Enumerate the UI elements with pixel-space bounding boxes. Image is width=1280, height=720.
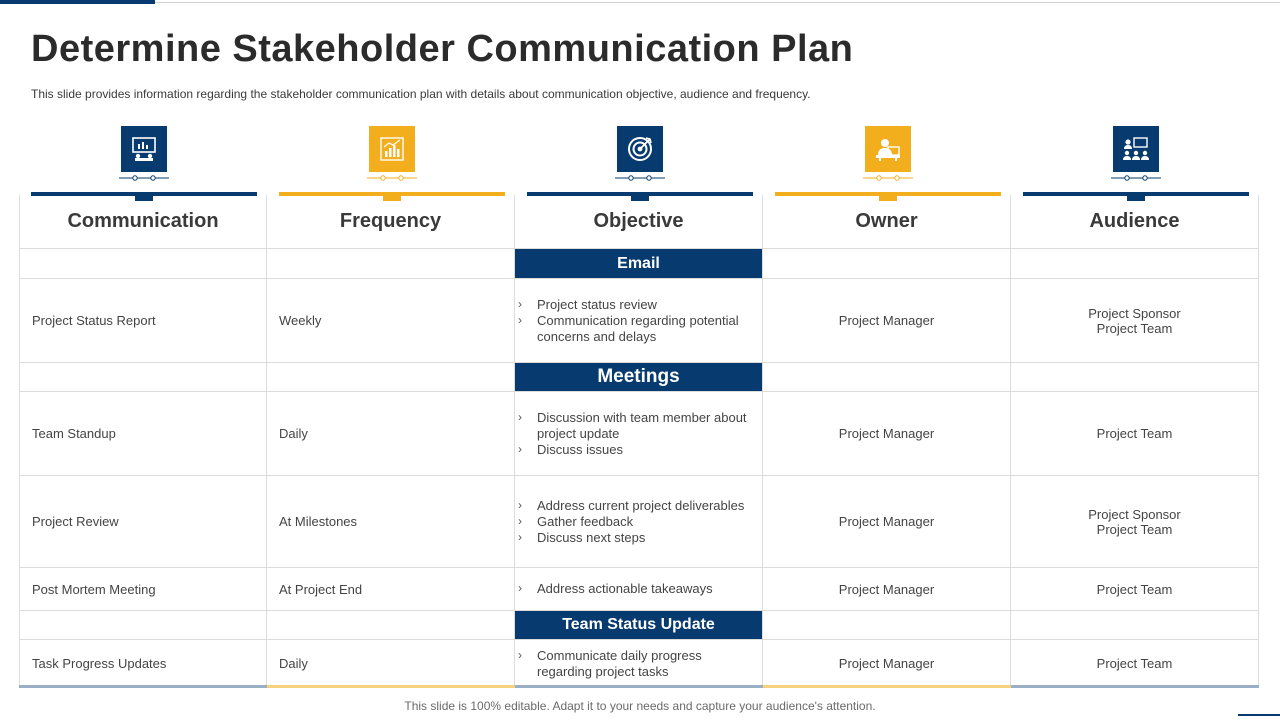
communication-cell: Project Review: [19, 476, 267, 568]
bottom-accent-bar: [1011, 685, 1259, 688]
connector-icon: [119, 173, 169, 183]
audience-cell: [1011, 279, 1259, 363]
objective-item: › Discuss issues: [537, 442, 623, 458]
empty-cell: [19, 611, 267, 640]
section-label-team-status: Team Status Update: [515, 611, 763, 640]
objective-item-continuation: concerns and delays: [537, 328, 657, 344]
objective-item: › Discuss next steps: [537, 530, 744, 546]
audience-line: Project Team: [1096, 581, 1173, 597]
audience-cell: [1011, 568, 1259, 611]
header-frequency: Frequency: [267, 195, 515, 249]
owner-cell: Project Manager: [763, 640, 1011, 688]
empty-cell: [19, 363, 267, 392]
objective-item: › Address actionable takeaways: [537, 581, 713, 597]
communication-plan-table: [19, 195, 1259, 687]
team-board-icon: [1113, 126, 1159, 172]
objective-item: › Discussion with team member about: [537, 410, 747, 426]
footer-note: This slide is 100% editable. Adapt it to your needs and capture your audience's attention.: [404, 699, 876, 713]
communication-cell: Project Status Report: [19, 279, 267, 363]
audience-line: Project Sponsor: [1088, 506, 1181, 522]
communication-icon-group: [31, 126, 257, 198]
frequency-icon-group: [279, 126, 505, 198]
frequency-cell: Daily: [267, 640, 515, 688]
owner-cell: Project Manager: [763, 476, 1011, 568]
objective-item: › Communicate daily progress: [537, 648, 702, 664]
audience-cell: [1011, 640, 1259, 688]
empty-cell: [267, 611, 515, 640]
empty-cell: [763, 611, 1011, 640]
empty-cell: [19, 249, 267, 279]
audience-icon-group: [1023, 126, 1249, 198]
audience-cell: [1011, 392, 1259, 476]
audience-line: Project Team: [1096, 521, 1173, 537]
header-audience: Audience: [1011, 195, 1259, 249]
communication-cell: Team Standup: [19, 392, 267, 476]
top-rule: [155, 2, 1280, 3]
connector-icon: [1111, 173, 1161, 183]
frequency-cell: At Project End: [267, 568, 515, 611]
bottom-accent-bar: [515, 685, 763, 688]
header-objective: Objective: [515, 195, 763, 249]
owner-cell: Project Manager: [763, 392, 1011, 476]
empty-cell: [763, 249, 1011, 279]
audience-line: Project Team: [1096, 656, 1173, 671]
header-owner: Owner: [763, 195, 1011, 249]
slide-subtitle: This slide provides information regarding the stakeholder communication plan with details about communication objective, audience and frequency.: [31, 87, 811, 101]
corner-accent-line: [1238, 714, 1280, 716]
bottom-accent-bar: [19, 685, 267, 688]
objective-cell: [515, 279, 763, 363]
target-icon: [617, 126, 663, 172]
audience-line: Project Sponsor: [1088, 305, 1181, 321]
objective-cell: [515, 640, 763, 688]
communication-cell: Post Mortem Meeting: [19, 568, 267, 611]
objective-cell: [515, 392, 763, 476]
section-label-meetings: Meetings: [515, 363, 763, 392]
owner-icon-group: [775, 126, 1001, 198]
audience-line: Project Team: [1096, 426, 1173, 441]
objective-item: › Communication regarding potential: [537, 313, 739, 329]
empty-cell: [267, 363, 515, 392]
empty-cell: [763, 363, 1011, 392]
empty-cell: [1011, 363, 1259, 392]
empty-cell: [267, 249, 515, 279]
frequency-cell: Weekly: [267, 279, 515, 363]
connector-icon: [615, 173, 665, 183]
frequency-cell: At Milestones: [267, 476, 515, 568]
section-label-email: Email: [515, 249, 763, 279]
owner-cell: Project Manager: [763, 568, 1011, 611]
frequency-cell: Daily: [267, 392, 515, 476]
objective-cell: [515, 568, 763, 611]
objective-item-continuation: regarding project tasks: [537, 663, 669, 679]
bottom-accent-bar: [267, 685, 515, 688]
objective-item: › Gather feedback: [537, 514, 744, 530]
audience-cell: [1011, 476, 1259, 568]
empty-cell: [1011, 611, 1259, 640]
objective-item: › Address current project deliverables: [537, 498, 744, 514]
audience-line: Project Team: [1096, 320, 1173, 336]
owner-cell: Project Manager: [763, 279, 1011, 363]
objective-item: › Project status review: [537, 297, 739, 313]
connector-icon: [863, 173, 913, 183]
objective-icon-group: [527, 126, 753, 198]
bottom-accent-bar: [763, 685, 1011, 688]
objective-cell: [515, 476, 763, 568]
presentation-icon: [121, 126, 167, 172]
slide-title: Determine Stakeholder Communication Plan: [31, 28, 854, 70]
manager-desk-icon: [865, 126, 911, 172]
header-communication: Communication: [19, 195, 267, 249]
top-accent-bar: [0, 0, 155, 4]
bar-chart-icon: [369, 126, 415, 172]
objective-item-continuation: project update: [537, 425, 620, 441]
empty-cell: [1011, 249, 1259, 279]
communication-cell: Task Progress Updates: [19, 640, 267, 688]
connector-icon: [367, 173, 417, 183]
